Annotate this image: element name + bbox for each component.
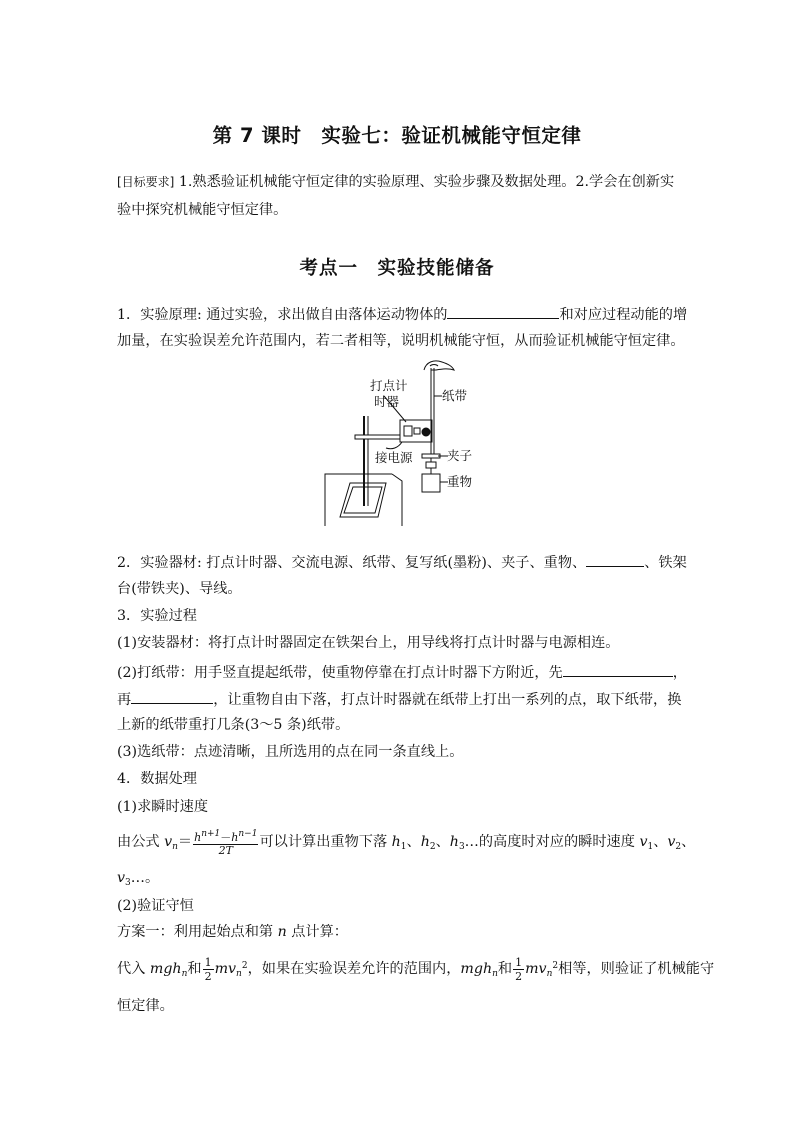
equipment-line-2: 台(带铁夹)、导线。 [117,581,242,597]
procedure-step-2-line-1 [117,661,687,683]
label-timer-2: 时器 [374,394,400,409]
formula-fraction [193,828,258,857]
sep-2: 、 [435,834,450,850]
procedure-step-2-line-3: 上新的纸带重打几条(3～5 条)纸带。 [117,717,350,733]
sub-text-d: 相等，则验证了机械能守 [558,961,715,977]
sub-text-c: ，如果在实验误差允许的范围内， [247,961,461,977]
formula-s1: 1 [400,842,407,852]
frac-den: 2T [218,843,233,857]
sub-mv2: mv [525,961,547,977]
formula-v2: v [667,834,676,850]
formula-line-2 [117,868,159,893]
blank-4[interactable] [131,688,213,704]
step2-text-a: (2)打纸带：用手竖直提起纸带，使重物停靠在打点计时器下方附近，先 [117,665,563,681]
half-fraction [203,956,214,983]
procedure-step-2-line-2 [117,688,681,710]
principle-line-1 [117,303,687,325]
formula-prefix: 由公式 [117,834,165,850]
formula-end: …。 [130,870,160,886]
formula-n: n [172,842,178,852]
formula-vs3: 3 [125,878,131,888]
procedure-step-1: (1)安装器材：将打点计时器固定在铁架台上，用导线将打点计时器与电源相连。 [117,635,620,651]
objectives-line-1 [117,172,674,192]
frac-sup2: n−1 [238,828,258,839]
objectives-label: [目标要求] [117,175,175,189]
step2-text-b: ， [672,665,687,681]
sep-4: 、 [681,834,696,850]
data-step-2: (2)验证守恒 [117,898,194,914]
formula-v3: v [117,870,126,886]
sub-n3: n [492,969,498,979]
label-timer-1: 打点计 [370,378,408,393]
sub-sq2: 2 [552,961,559,971]
formula-v: v [164,834,173,850]
formula-v1: v [639,834,648,850]
blank-3[interactable] [563,661,673,677]
scheme-n: n [277,924,287,940]
formula-s2: 2 [429,842,436,852]
formula-vs2: 2 [675,842,682,852]
scheme-text-b: 点计算： [286,924,348,940]
sub-n4: n [546,969,553,979]
formula-text: 可以计算出重物下落 [259,834,392,850]
data-heading: 4．数据处理 [117,771,197,787]
label-clip: 夹子 [447,448,473,463]
sub-mgh: mgh [149,961,182,977]
sep-1: 、 [406,834,421,850]
sub-n2: n [236,969,242,979]
frac-minus: － [220,830,232,844]
objectives-text: 1.熟悉验证机械能守恒定律的实验原理、实验步骤及数据处理。2.学会在创新实 [178,174,675,190]
equipment-text-2: 、铁架 [644,555,687,571]
equipment-text: 2．实验器材: 打点计时器、交流电源、纸带、复写纸(墨粉)、夹子、重物、 [117,555,587,571]
scheme-1 [117,922,348,942]
half-fraction-2 [513,956,524,983]
objectives-line-2: 验中探究机械能守恒定律。 [117,202,288,218]
label-weight: 重物 [447,474,473,489]
formula-h2: h [420,834,430,850]
data-step-1: (1)求瞬时速度 [117,799,209,815]
sep-3: 、 [653,834,668,850]
half-num: 1 [204,955,212,969]
label-power: 接电源 [375,450,413,465]
sub-mgh2: mgh [460,961,493,977]
frac-h2: h [231,830,239,844]
principle-text: 1．实验原理: 通过实验，求出做自由落体运动物体的 [117,307,448,323]
equipment-line-1 [117,551,687,573]
procedure-heading: 3．实验过程 [117,608,197,624]
apparatus-figure [320,356,480,534]
formula-s3: 3 [458,842,465,852]
formula-h3: h [449,834,459,850]
page-title: 第 7 课时 实验七：验证机械能守恒定律 [212,124,582,147]
formula-rest: …的高度时对应的瞬时速度 [464,834,640,850]
half-den-2: 2 [515,969,523,983]
substitution-line-2: 恒定律。 [117,998,174,1014]
scheme-text-a: 方案一：利用起始点和第 [117,924,278,940]
section-title: 考点一 实验技能储备 [299,258,495,279]
formula-eq: ＝ [177,834,193,850]
blank-1[interactable] [447,303,559,319]
frac-h1: h [194,830,202,844]
substitution-line [117,946,714,994]
sub-n: n [181,969,188,979]
sub-and: 和 [187,961,202,977]
principle-text-2: 和对应过程动能的增 [559,307,688,323]
principle-line-2: 加量，在实验误差允许范围内，若二者相等，说明机械能守恒，从而验证机械能守恒定律。 [117,333,685,349]
blank-2[interactable] [586,551,644,567]
procedure-step-3: (3)选纸带：点迹清晰，且所选用的点在同一条直线上。 [117,744,464,760]
half-num-2: 1 [515,955,523,969]
step2-text-c: 再 [117,692,132,708]
formula-line [117,824,695,865]
step2-text-d: ，让重物自由下落，打点计时器就在纸带上打出一系列的点，取下纸带，换 [213,692,682,708]
half-den: 2 [204,969,212,983]
sub-and2: 和 [497,961,513,977]
sub-sq: 2 [241,961,248,971]
sub-text-a: 代入 [117,961,150,977]
formula-vs1: 1 [647,842,654,852]
sub-mv: mv [214,961,237,977]
label-tape: 纸带 [442,388,468,403]
formula-h1: h [391,834,401,850]
frac-sup1: n+1 [201,828,221,839]
